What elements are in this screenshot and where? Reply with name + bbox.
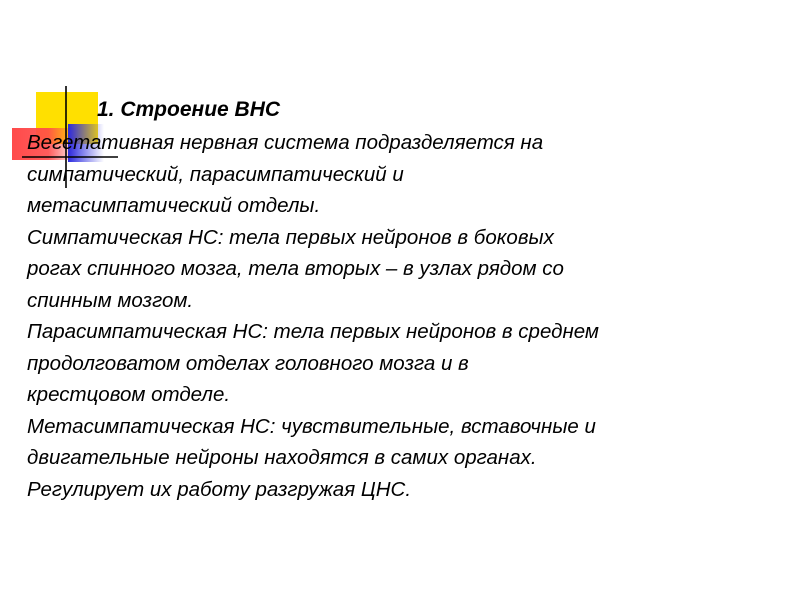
paragraph-line: продолговатом отделах головного мозга и в: [27, 351, 469, 375]
paragraph-line: рогах спинного мозга, тела вторых – в узлах рядом со: [27, 257, 564, 280]
paragraph-line: спинным мозгом.: [27, 288, 194, 312]
paragraph-line: Вегетативная нервная система подразделяется на: [27, 131, 544, 154]
slide-title: 1. Строение ВНС: [97, 98, 281, 121]
paragraph-line: Парасимпатическая НС: тела первых нейронов в среднем: [27, 320, 599, 343]
paragraph-line: Регулирует их работу разгружая ЦНС.: [27, 477, 412, 501]
paragraph-line: Симпатическая НС: тела первых нейронов в боковых: [27, 225, 554, 249]
slide-body: [27, 127, 782, 505]
paragraph-line: Метасимпатическая НС: чувствительные, вставочные и: [27, 414, 596, 438]
paragraph-line: симпатический, парасимпатический и: [27, 162, 404, 186]
paragraph-line: двигательные нейроны находятся в самих органах.: [27, 446, 537, 469]
paragraph-parasympathetic: [27, 316, 782, 411]
paragraph-line: метасимпатический отделы.: [27, 194, 321, 217]
paragraph-line: крестцовом отделе.: [27, 383, 231, 406]
paragraph-sympathetic: [27, 222, 782, 317]
paragraph-metasympathetic: [27, 411, 782, 506]
paragraph-vns-divisions: [27, 127, 782, 222]
